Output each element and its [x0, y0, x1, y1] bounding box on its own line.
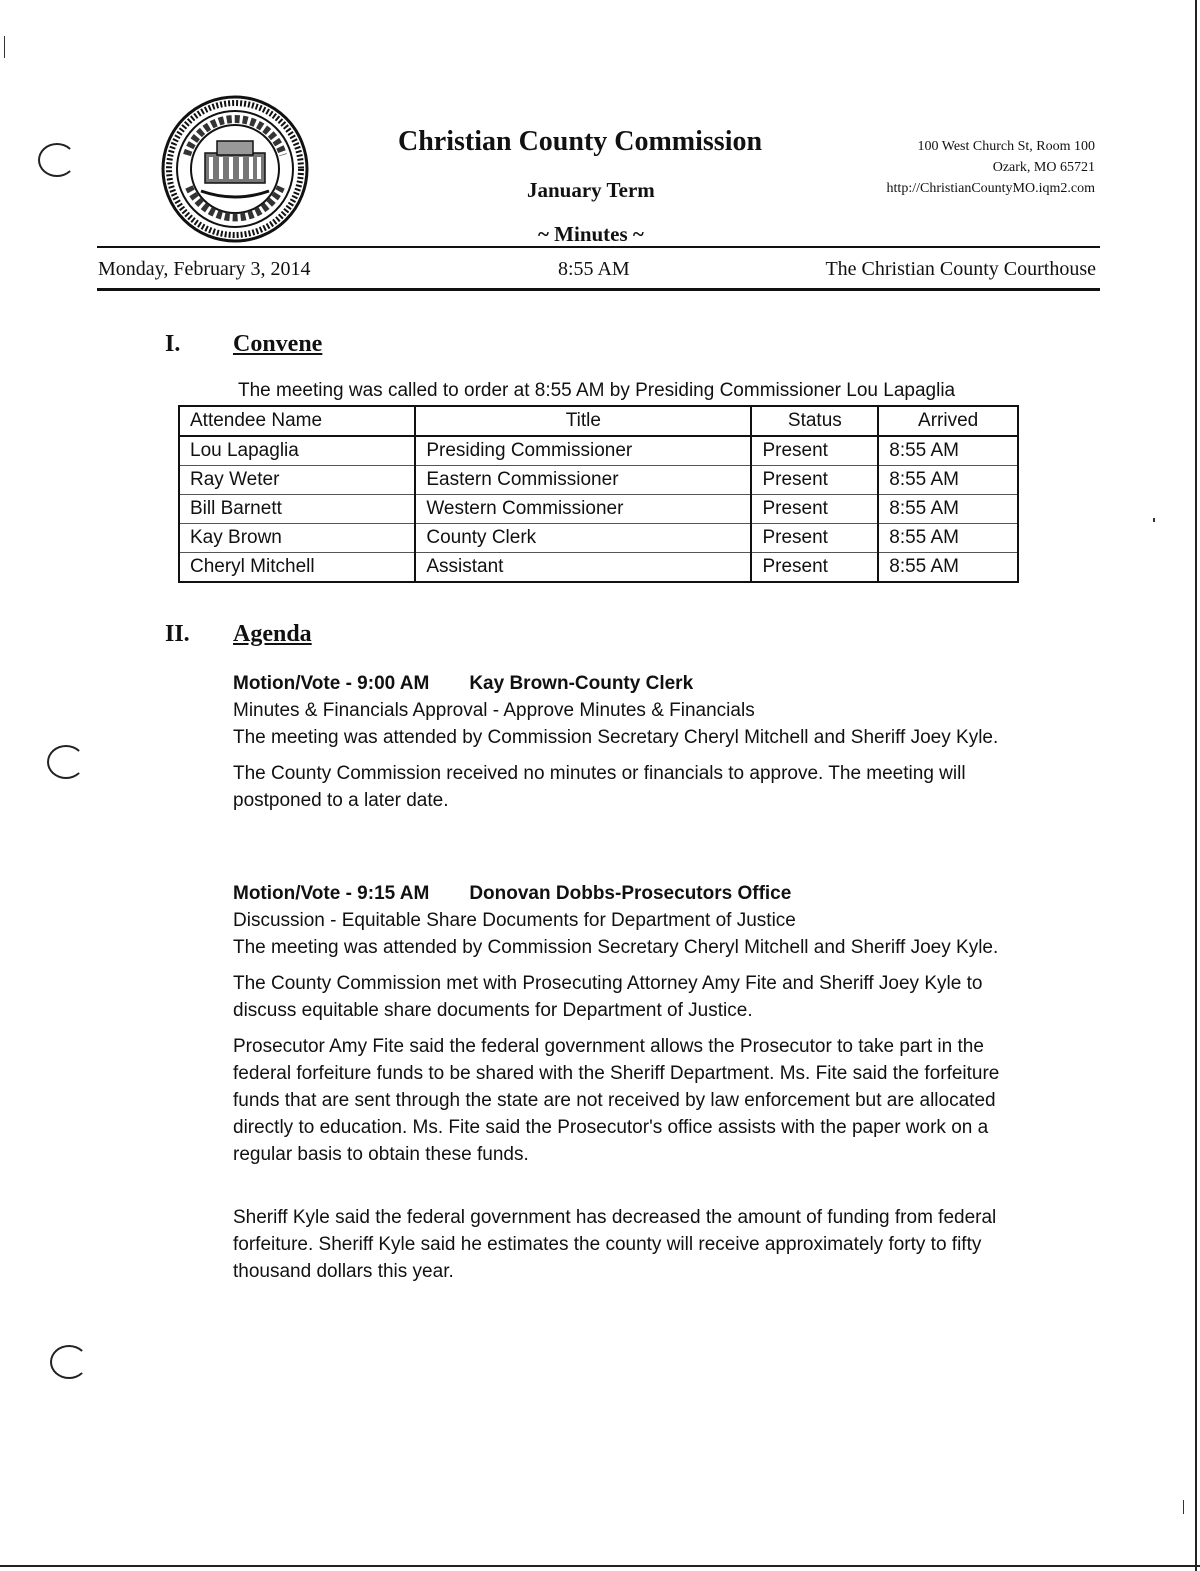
- meeting-time: 8:55 AM: [558, 258, 630, 280]
- attendee-name: Bill Barnett: [179, 495, 415, 524]
- header-rule-top: [97, 246, 1100, 248]
- agenda-paragraph: The County Commission met with Prosecuting Attorney Amy Fite and Sheriff Joey Kyle to discuss equitable share documents for Department of Justice.: [233, 973, 983, 1021]
- minutes-label: ~ Minutes ~: [538, 222, 644, 246]
- address-line2: Ozark, MO 65721: [992, 160, 1095, 175]
- county-seal-logo: [161, 95, 309, 243]
- agenda-item: [233, 670, 1023, 814]
- attendee-arrived: 8:55 AM: [878, 553, 1018, 583]
- motion-presenter: Kay Brown-County Clerk: [469, 673, 694, 694]
- commission-title: Christian County Commission: [398, 126, 763, 157]
- attendee-title: Presiding Commissioner: [415, 436, 751, 466]
- attendee-status: Present: [751, 524, 878, 553]
- attendee-table-header: [179, 406, 1018, 436]
- table-row: [179, 553, 1018, 583]
- attendee-arrived: 8:55 AM: [878, 466, 1018, 495]
- attendee-arrived: 8:55 AM: [878, 436, 1018, 466]
- address-block: [887, 136, 1095, 199]
- table-row: [179, 524, 1018, 553]
- attendee-name: Ray Weter: [179, 466, 415, 495]
- attendee-title: Assistant: [415, 553, 751, 583]
- agenda-item: [233, 880, 1023, 1285]
- page-border-bottom: [0, 1565, 1200, 1567]
- motion-heading: [233, 880, 1023, 907]
- agenda-paragraph: The County Commission received no minutes or financials to approve. The meeting will postponed to a later date.: [233, 763, 966, 811]
- column-header: Attendee Name: [179, 406, 415, 436]
- attendance-note: The meeting was attended by Commission Secretary Cheryl Mitchell and Sheriff Joey Kyle.: [233, 727, 999, 748]
- meeting-location: The Christian County Courthouse: [825, 258, 1096, 280]
- attendee-status: Present: [751, 553, 878, 583]
- table-row: [179, 466, 1018, 495]
- attendee-name: Kay Brown: [179, 524, 415, 553]
- section-title-agenda: Agenda: [233, 621, 312, 647]
- attendee-name: Cheryl Mitchell: [179, 553, 415, 583]
- table-row: [179, 495, 1018, 524]
- attendance-note: The meeting was attended by Commission Secretary Cheryl Mitchell and Sheriff Joey Kyle.: [233, 937, 999, 958]
- attendee-title: Western Commissioner: [415, 495, 751, 524]
- motion-heading: [233, 670, 1023, 697]
- agenda-paragraph: Prosecutor Amy Fite said the federal government allows the Prosecutor to take part in the federal forfeiture funds to be shared with the Sheriff Department. Ms. Fite said the forfeiture funds that are sent through the state are not received by law enforcement but are allocated directly to education. Ms. Fite said the Prosecutor's office assists with the paper work on a regular basis to obtain these funds.: [233, 1036, 1000, 1165]
- attendee-arrived: 8:55 AM: [878, 524, 1018, 553]
- address-line1: 100 West Church St, Room 100: [917, 139, 1095, 154]
- attendee-table: [178, 405, 1019, 583]
- motion-time: Motion/Vote - 9:00 AM: [233, 673, 430, 694]
- motion-time: Motion/Vote - 9:15 AM: [233, 883, 430, 904]
- punch-hole: [50, 1345, 88, 1379]
- attendee-status: Present: [751, 436, 878, 466]
- attendee-status: Present: [751, 495, 878, 524]
- section-number: I.: [165, 331, 181, 357]
- section-number: II.: [165, 621, 190, 647]
- column-header: Title: [415, 406, 751, 436]
- punch-hole: [38, 143, 76, 177]
- page-border-right: [1195, 0, 1197, 1571]
- meeting-date: Monday, February 3, 2014: [98, 258, 311, 280]
- motion-presenter: Donovan Dobbs-Prosecutors Office: [469, 883, 792, 904]
- website-link[interactable]: http://ChristianCountyMO.iqm2.com: [886, 181, 1095, 196]
- scan-mark: [4, 36, 5, 58]
- agenda-subject: Discussion - Equitable Share Documents for Department of Justice: [233, 910, 796, 931]
- column-header: Status: [751, 406, 878, 436]
- call-to-order: The meeting was called to order at 8:55 AM by Presiding Commissioner Lou Lapaglia: [238, 380, 956, 401]
- attendee-title: Eastern Commissioner: [415, 466, 751, 495]
- attendee-status: Present: [751, 466, 878, 495]
- scan-speck: [1183, 1500, 1184, 1514]
- column-header: Arrived: [878, 406, 1018, 436]
- scan-speck: [1153, 518, 1155, 522]
- attendee-name: Lou Lapaglia: [179, 436, 415, 466]
- attendee-arrived: 8:55 AM: [878, 495, 1018, 524]
- punch-hole: [47, 745, 85, 779]
- section-title-convene: Convene: [233, 331, 323, 357]
- term-label: January Term: [527, 178, 655, 202]
- agenda-paragraph: Sheriff Kyle said the federal government has decreased the amount of funding from federal forfeiture. Sheriff Kyle said he estimates the county will receive approximately forty to fifty thousand dollars this year.: [233, 1207, 997, 1282]
- agenda-subject: Minutes & Financials Approval - Approve Minutes & Financials: [233, 700, 755, 721]
- table-row: [179, 436, 1018, 466]
- header-rule-bottom: [97, 288, 1100, 291]
- attendee-title: County Clerk: [415, 524, 751, 553]
